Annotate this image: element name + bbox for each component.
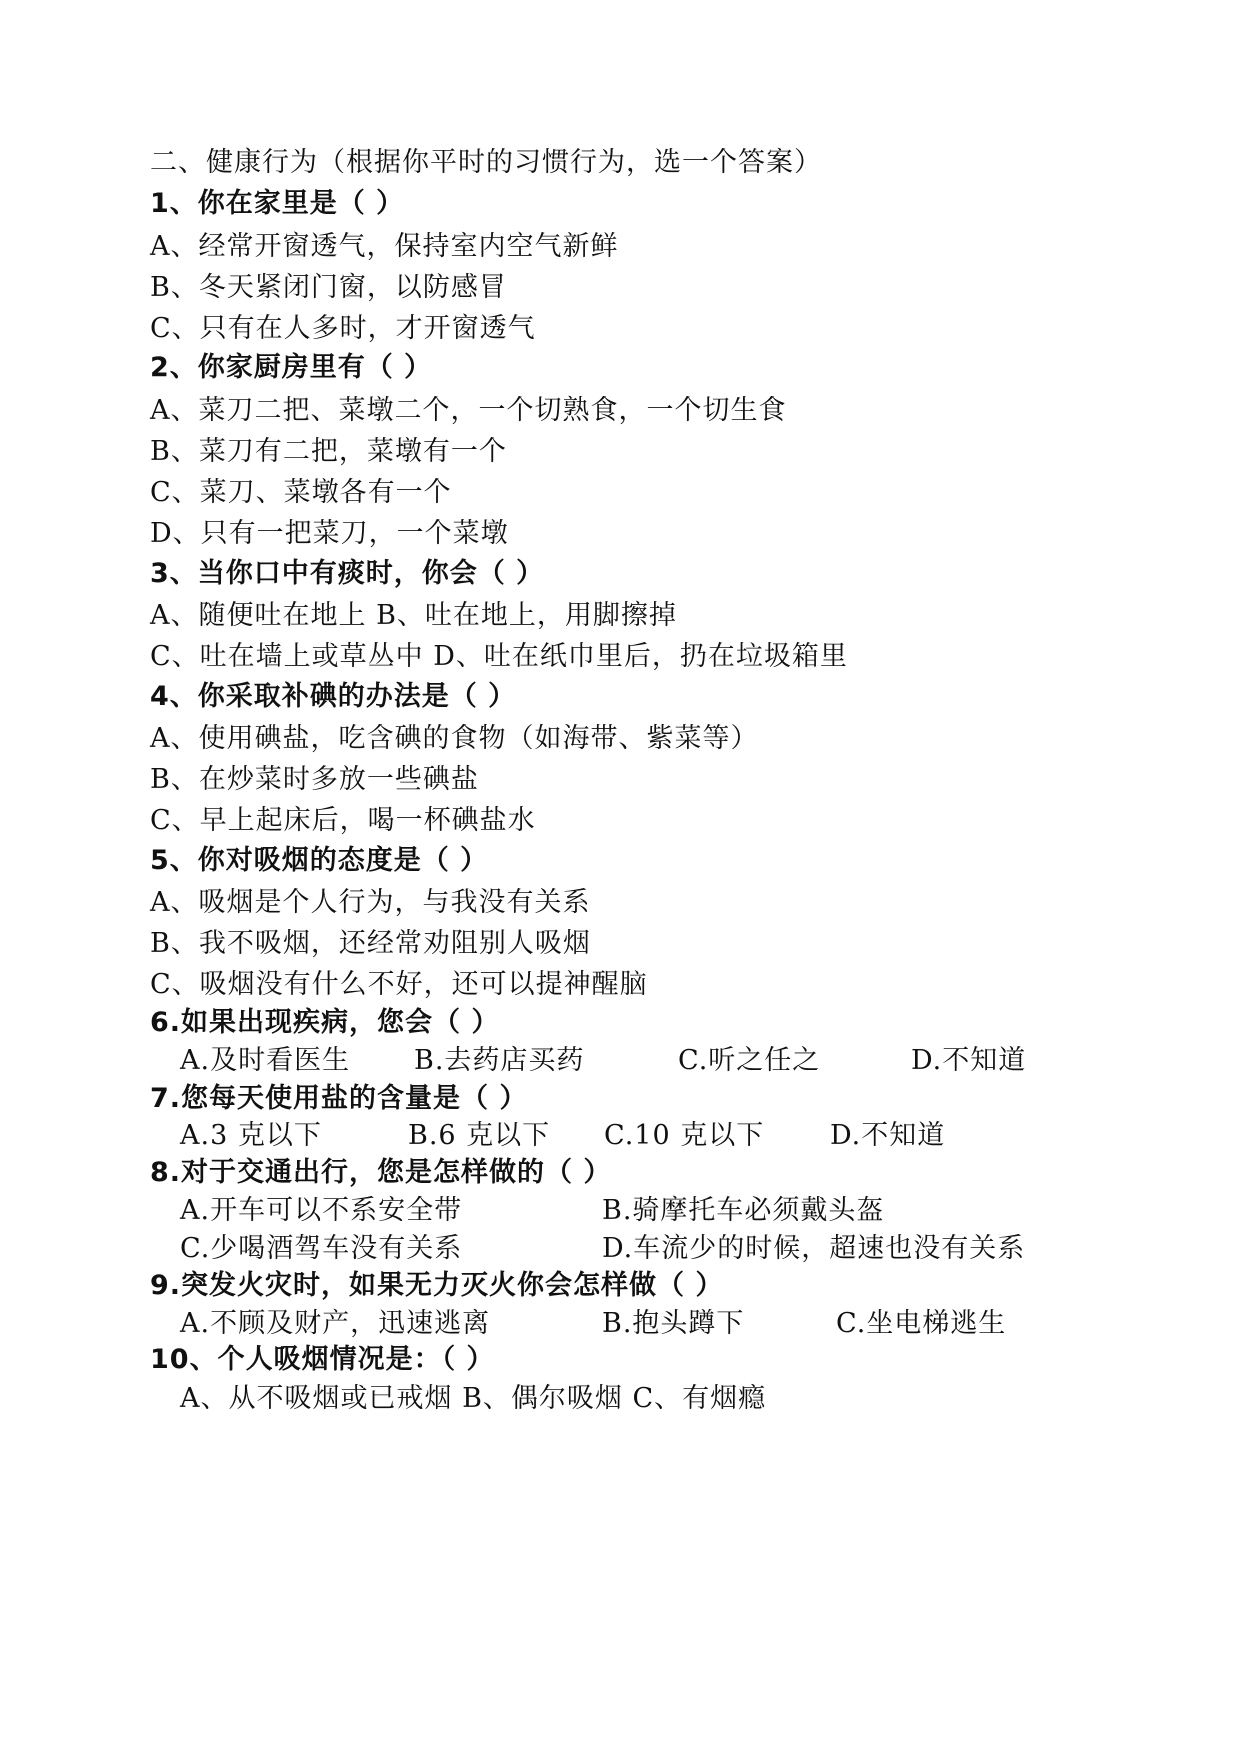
q7-option-c: C.10 克以下	[604, 1120, 765, 1151]
q8-option-b: B.骑摩托车必须戴头盔	[602, 1195, 885, 1226]
q6-option-c: C.听之任之	[678, 1045, 821, 1076]
q2-option-b: B、菜刀有二把，菜墩有一个	[150, 436, 507, 467]
q8-option-a: A.开车可以不系安全带	[180, 1195, 463, 1226]
q6-option-b: B.去药店买药	[414, 1045, 585, 1076]
question-1: 1、你在家里是（ ）	[150, 188, 405, 219]
q7-option-a: A.3 克以下	[180, 1120, 322, 1151]
q2-option-a: A、菜刀二把、菜墩二个，一个切熟食，一个切生食	[150, 395, 787, 426]
q7-option-b: B.6 克以下	[408, 1120, 551, 1151]
q6-option-d: D.不知道	[911, 1045, 1027, 1076]
q9-option-c: C.坐电梯逃生	[836, 1308, 1007, 1339]
question-5: 5、你对吸烟的态度是（ ）	[150, 845, 489, 876]
question-9: 9.突发火灾时，如果无力灭火你会怎样做（ ）	[150, 1270, 724, 1301]
question-3: 3、当你口中有痰时，你会（ ）	[150, 558, 545, 589]
q3-options-cd: C、吐在墙上或草丛中 D、吐在纸巾里后，扔在垃圾箱里	[150, 641, 848, 672]
q9-option-b: B.抱头蹲下	[602, 1308, 745, 1339]
q9-option-a: A.不顾及财产，迅速逃离	[180, 1308, 491, 1339]
q1-option-b: B、冬天紧闭门窗，以防感冒	[150, 272, 507, 303]
q5-option-a: A、吸烟是个人行为，与我没有关系	[150, 887, 591, 918]
q5-option-c: C、吸烟没有什么不好，还可以提神醒脑	[150, 969, 648, 1000]
q6-option-a: A.及时看医生	[180, 1045, 351, 1076]
question-10: 10、个人吸烟情况是：（ ）	[150, 1344, 495, 1375]
question-7: 7.您每天使用盐的含量是（ ）	[150, 1083, 528, 1114]
q7-option-d: D.不知道	[830, 1120, 946, 1151]
q3-options-ab: A、随便吐在地上 B、吐在地上，用脚擦掉	[150, 600, 677, 631]
q2-option-d: D、只有一把菜刀，一个菜墩	[150, 518, 509, 549]
question-2: 2、你家厨房里有（ ）	[150, 352, 433, 383]
q8-option-d: D.车流少的时候，超速也没有关系	[602, 1233, 1026, 1264]
q4-option-b: B、在炒菜时多放一些碘盐	[150, 764, 479, 795]
section-title: 二、健康行为（根据你平时的习惯行为，选一个答案）	[150, 147, 822, 178]
q1-option-a: A、经常开窗透气，保持室内空气新鲜	[150, 231, 619, 262]
q10-options-row: A、从不吸烟或已戒烟 B、偶尔吸烟 C、有烟瘾	[180, 1383, 767, 1414]
q4-option-c: C、早上起床后，喝一杯碘盐水	[150, 805, 536, 836]
question-6: 6.如果出现疾病，您会（ ）	[150, 1007, 500, 1038]
q2-option-c: C、菜刀、菜墩各有一个	[150, 477, 452, 508]
q1-option-c: C、只有在人多时，才开窗透气	[150, 313, 536, 344]
q8-option-c: C.少喝酒驾车没有关系	[180, 1233, 463, 1264]
q5-option-b: B、我不吸烟，还经常劝阻别人吸烟	[150, 928, 591, 959]
question-8: 8.对于交通出行，您是怎样做的（ ）	[150, 1157, 612, 1188]
question-4: 4、你采取补碘的办法是（ ）	[150, 681, 517, 712]
q4-option-a: A、使用碘盐，吃含碘的食物（如海带、紫菜等）	[150, 723, 759, 754]
